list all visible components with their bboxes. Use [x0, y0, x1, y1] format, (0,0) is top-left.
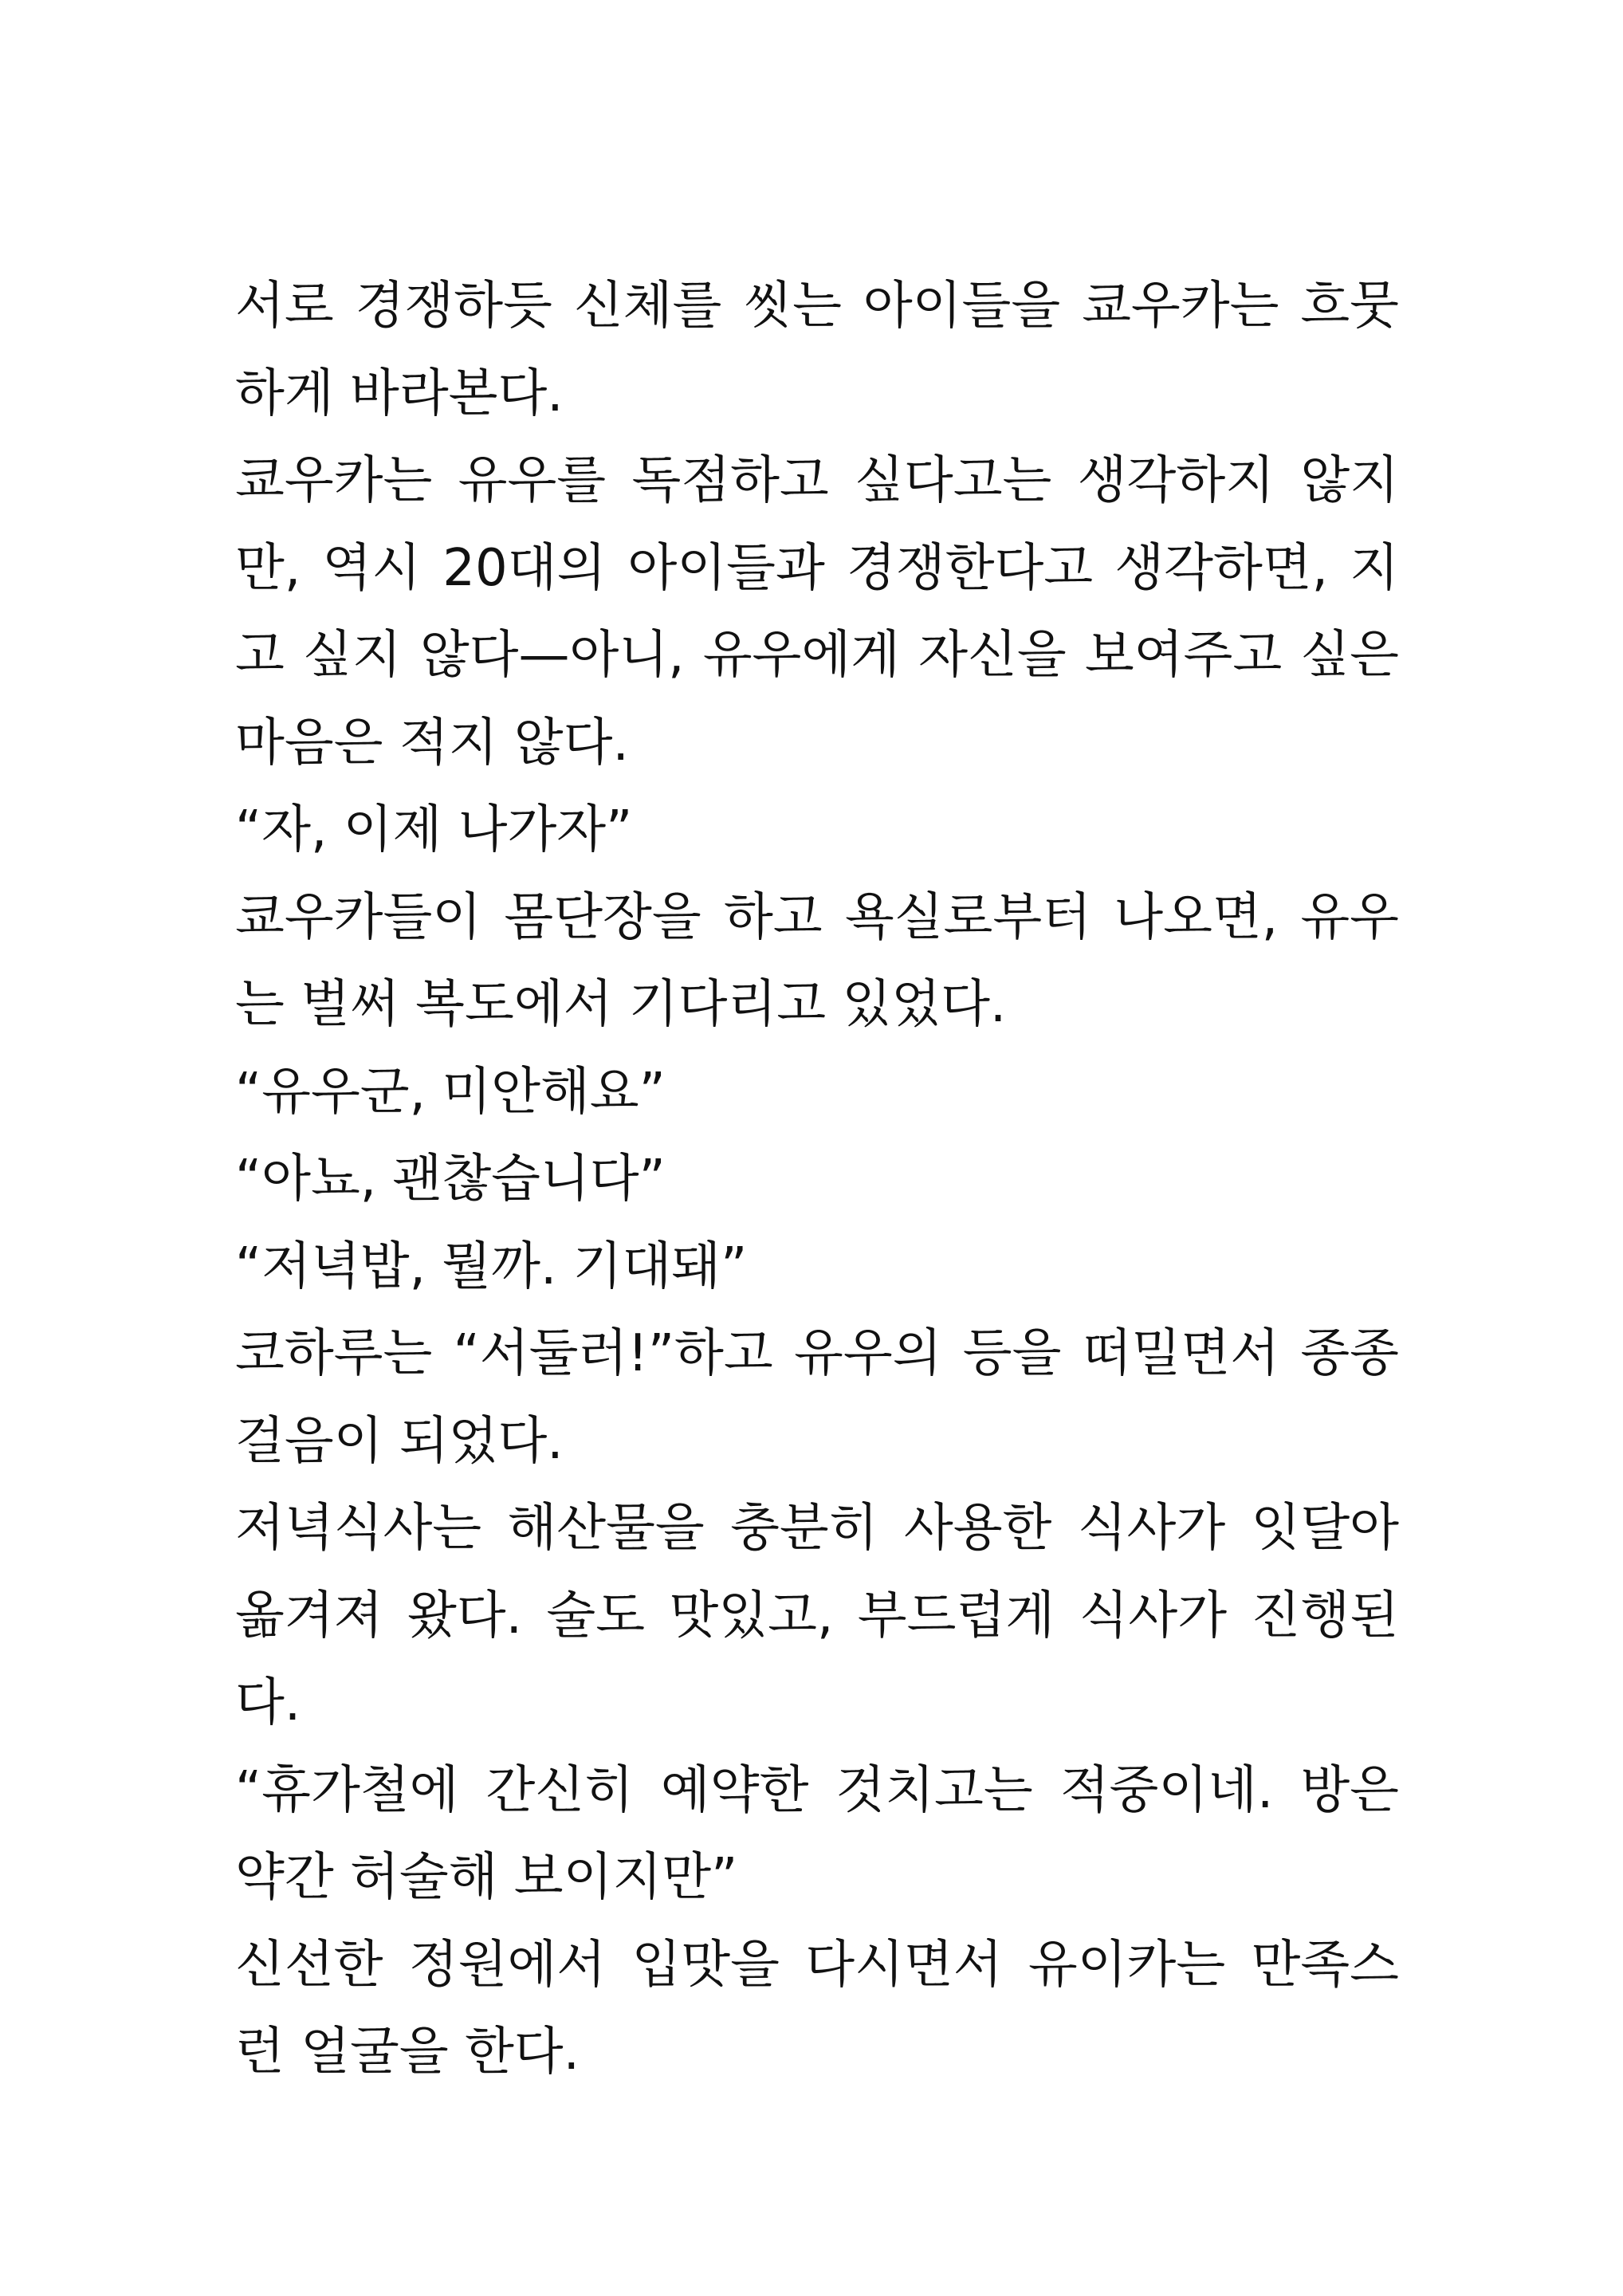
text-line: 저녁식사는 해산물을 충분히 사용한 식사가 잇달아 [235, 1499, 1399, 1558]
text-line: 코하루는 “서둘러!”하고 유우의 등을 떠밀면서 종종 [235, 1324, 1399, 1383]
text-line: 고 싶지 않다—아니, 유우에게 자신을 보여주고 싶은 [235, 626, 1399, 685]
text-line: 쿄우카는 유우를 독점하고 싶다고는 생각하지 않지 [235, 451, 1399, 510]
text-line: 걸음이 되었다. [235, 1411, 564, 1471]
text-line: 하게 바라본다. [235, 364, 564, 423]
text-line: “유우군, 미안해요” [235, 1062, 666, 1122]
text-line: “아뇨, 괜찮습니다” [235, 1150, 666, 1209]
text-line: 는 벌써 복도에서 기다리고 있었다. [235, 975, 1007, 1034]
body-text [235, 263, 1399, 2097]
text-line: 신선한 정원에서 입맛을 다시면서 유이카는 만족스 [235, 1935, 1399, 1995]
text-line: 런 얼굴을 한다. [235, 2023, 580, 2082]
text-line: “저녁밥, 뭘까. 기대돼” [235, 1236, 748, 1296]
text-line: 만, 역시 20대의 아이들과 경쟁한다고 생각하면, 지 [235, 538, 1399, 598]
text-line: 서로 경쟁하듯 신체를 씻는 아이들을 쿄우카는 흐뭇 [235, 277, 1399, 336]
text-line: 마음은 적지 않다. [235, 713, 629, 773]
text-line: 옮겨져 왔다. 술도 맛있고, 부드럽게 식사가 진행된 [235, 1586, 1399, 1645]
text-line: 약간 허술해 보이지만” [235, 1848, 738, 1907]
text-line: 다. [235, 1673, 301, 1732]
text-line: “자, 이제 나가자” [235, 800, 633, 859]
text-line: “휴가철에 간신히 예약한 것치고는 적중이네. 방은 [235, 1760, 1399, 1820]
text-line: 쿄우카들이 몸단장을 하고 욕실로부터 나오면, 유우 [235, 887, 1399, 947]
